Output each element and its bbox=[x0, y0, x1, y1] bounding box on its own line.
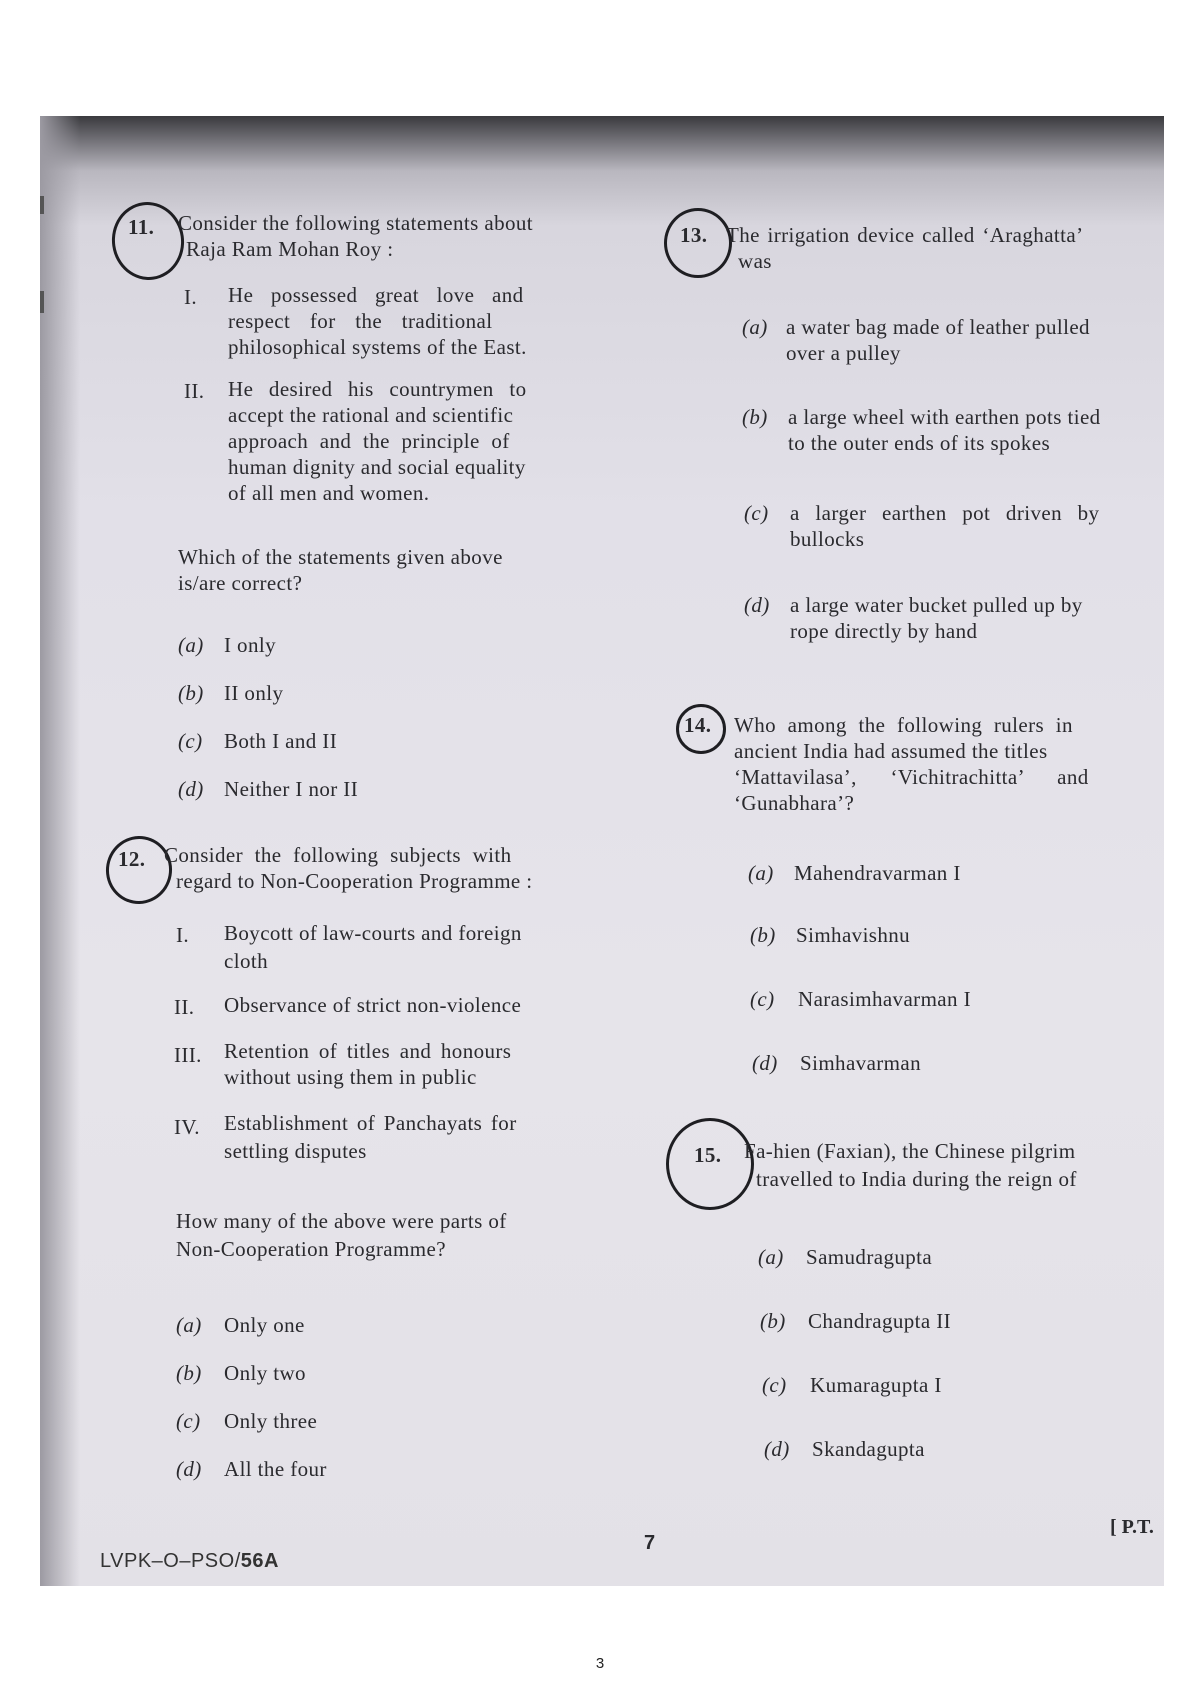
booklet-code-prefix: LVPK–O–PSO/ bbox=[100, 1550, 241, 1572]
binding-mark bbox=[40, 196, 44, 214]
option-label: (d) bbox=[764, 1437, 790, 1461]
statement-line: settling disputes bbox=[224, 1139, 367, 1163]
statement-line: philosophical systems of the East. bbox=[228, 335, 527, 359]
question-number: 14. bbox=[684, 713, 712, 737]
option-text-line: over a pulley bbox=[786, 341, 901, 365]
option-text: Skandagupta bbox=[812, 1437, 925, 1461]
question-ask-line: Non-Cooperation Programme? bbox=[176, 1237, 446, 1261]
option-text: Simhavishnu bbox=[796, 923, 911, 947]
option-label: (b) bbox=[176, 1361, 202, 1385]
option-label: (a) bbox=[178, 633, 204, 657]
question-stem-line: Raja Ram Mohan Roy : bbox=[186, 237, 394, 261]
option-text-line: rope directly by hand bbox=[790, 619, 978, 643]
question-ask-line: is/are correct? bbox=[178, 571, 303, 595]
question-stem-line: regard to Non-Cooperation Programme : bbox=[176, 869, 533, 893]
statement-line: without using them in public bbox=[224, 1065, 477, 1089]
booklet-code bbox=[100, 1550, 279, 1573]
option-label: (c) bbox=[762, 1373, 787, 1397]
option-text: Kumaragupta I bbox=[810, 1373, 942, 1397]
option-label: (a) bbox=[176, 1313, 202, 1337]
question-stem-line: ‘Mattavilasa’, ‘Vichitrachitta’ and bbox=[734, 765, 1089, 789]
option-text: Only three bbox=[224, 1409, 318, 1433]
option-label: (b) bbox=[750, 923, 776, 947]
option-text: I only bbox=[224, 633, 276, 657]
statement-line: human dignity and social equality bbox=[228, 455, 526, 479]
option-text: All the four bbox=[224, 1457, 327, 1481]
option-label: (a) bbox=[748, 861, 774, 885]
question-stem-line: travelled to India during the reign of bbox=[756, 1167, 1077, 1191]
option-text: Only two bbox=[224, 1361, 306, 1385]
statement-line: accept the rational and scientific bbox=[228, 403, 514, 427]
option-text: Neither I nor II bbox=[224, 777, 359, 801]
booklet-page-number: 7 bbox=[644, 1532, 656, 1554]
option-label: (c) bbox=[178, 729, 203, 753]
option-label: (b) bbox=[760, 1309, 786, 1333]
question-15 bbox=[694, 1138, 1164, 1198]
option-label: (d) bbox=[744, 593, 770, 617]
statement-line: respect for the traditional bbox=[228, 309, 493, 333]
option-label: (b) bbox=[742, 405, 768, 429]
option-label: (a) bbox=[742, 315, 768, 339]
statement-roman: II. bbox=[174, 995, 195, 1019]
statement-roman: III. bbox=[174, 1043, 202, 1067]
question-stem-line: was bbox=[738, 249, 772, 273]
question-11 bbox=[122, 210, 612, 650]
option-text-line: to the outer ends of its spokes bbox=[788, 431, 1051, 455]
option-text-line: a larger earthen pot driven by bbox=[790, 501, 1100, 525]
question-stem-line: Fa-hien (Faxian), the Chinese pilgrim bbox=[744, 1139, 1076, 1163]
option-text: Only one bbox=[224, 1313, 305, 1337]
statement-line: He possessed great love and bbox=[228, 283, 524, 307]
option-text: Samudragupta bbox=[806, 1245, 933, 1269]
please-turn-over: [ P.T. bbox=[1110, 1516, 1154, 1538]
option-text: Both I and II bbox=[224, 729, 338, 753]
question-number: 12. bbox=[118, 847, 146, 871]
question-stem-line: The irrigation device called ‘Araghatta’ bbox=[726, 223, 1084, 247]
option-label: (d) bbox=[178, 777, 204, 801]
statement-line: approach and the principle of bbox=[228, 429, 510, 453]
option-text-line: a large wheel with earthen pots tied bbox=[788, 405, 1101, 429]
question-stem-line: Consider the following statements about bbox=[178, 211, 534, 235]
option-label: (b) bbox=[178, 681, 204, 705]
question-ask-line: How many of the above were parts of bbox=[176, 1209, 507, 1233]
question-number: 13. bbox=[680, 223, 708, 247]
statement-line: Boycott of law-courts and foreign bbox=[224, 921, 522, 945]
option-text: Mahendravarman I bbox=[794, 861, 961, 885]
option-label: (c) bbox=[176, 1409, 201, 1433]
option-label: (d) bbox=[752, 1051, 778, 1075]
question-stem-line: ancient India had assumed the titles bbox=[734, 739, 1048, 763]
statement-line: of all men and women. bbox=[228, 481, 430, 505]
pdf-page-number: 3 bbox=[595, 1655, 605, 1672]
statement-line: Establishment of Panchayats for bbox=[224, 1111, 517, 1135]
option-label: (c) bbox=[744, 501, 769, 525]
question-13 bbox=[680, 222, 1164, 282]
question-12 bbox=[112, 842, 612, 1282]
option-label: (c) bbox=[750, 987, 775, 1011]
option-text-line: bullocks bbox=[790, 527, 865, 551]
option-label: (a) bbox=[758, 1245, 784, 1269]
statement-roman: IV. bbox=[174, 1115, 200, 1139]
option-text-line: a water bag made of leather pulled bbox=[786, 315, 1090, 339]
option-text-line: a large water bucket pulled up by bbox=[790, 593, 1083, 617]
option-text: Narasimhavarman I bbox=[798, 987, 971, 1011]
statement-roman: I. bbox=[184, 285, 198, 309]
question-14 bbox=[684, 712, 1164, 822]
statement-line: Observance of strict non-violence bbox=[224, 993, 522, 1017]
question-ask-line: Which of the statements given above bbox=[178, 545, 503, 569]
option-label: (d) bbox=[176, 1457, 202, 1481]
binding-mark bbox=[40, 291, 44, 313]
question-number: 11. bbox=[128, 215, 155, 239]
statement-line: He desired his countrymen to bbox=[228, 377, 527, 401]
statement-line: Retention of titles and honours bbox=[224, 1039, 512, 1063]
question-stem-line: Consider the following subjects with bbox=[164, 843, 512, 867]
booklet-code-series: 56A bbox=[240, 1550, 279, 1572]
option-text: II only bbox=[224, 681, 284, 705]
statement-roman: I. bbox=[176, 923, 190, 947]
statement-roman: II. bbox=[184, 379, 205, 403]
statement-line: cloth bbox=[224, 949, 268, 973]
question-stem-line: Who among the following rulers in bbox=[734, 713, 1073, 737]
option-text: Simhavarman bbox=[800, 1051, 922, 1075]
option-text: Chandragupta II bbox=[808, 1309, 952, 1333]
question-stem-line: ‘Gunabhara’? bbox=[734, 791, 855, 815]
question-number: 15. bbox=[694, 1143, 722, 1167]
